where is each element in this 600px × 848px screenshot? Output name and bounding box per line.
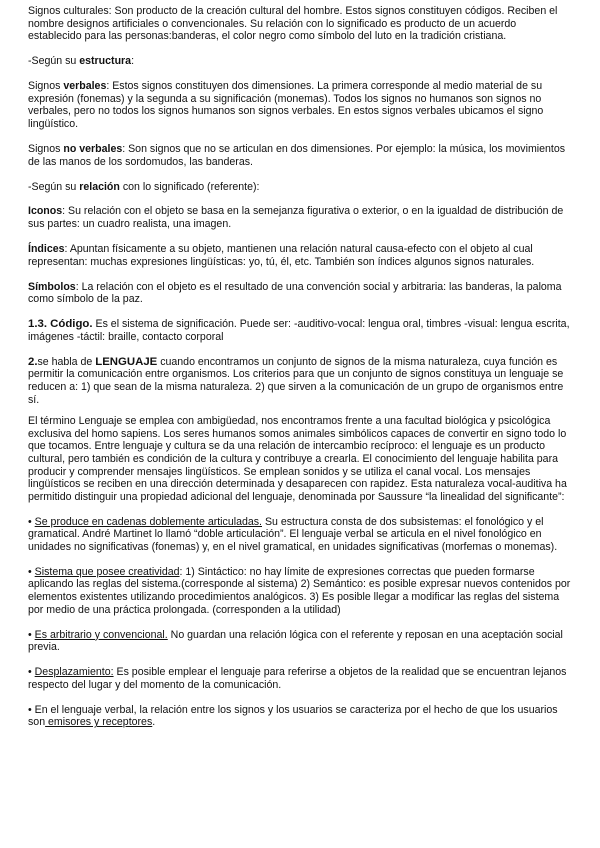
underlined-term: Sistema que posee creatividad xyxy=(34,565,180,578)
bold-simbolos: Símbolos xyxy=(28,280,76,293)
underlined-term: Es arbitrario y convencional. xyxy=(34,628,168,641)
bold-relacion: relación xyxy=(79,180,120,193)
paragraph-signos-culturales: Signos culturales: Son producto de la creación cultural del hombre. Estos signos constituyen códigos. Reciben el nombre designos artificiales o convencionales. Su relación con lo significado es producto de un acuerdo establecido para las personas:banderas, el color negro como símbolo del luto en la tradición cristiana. xyxy=(28,5,558,43)
paragraph-termino-lenguaje: El término Lenguaje se emplea con ambigüedad, nos encontramos frente a una facultad biológica y psicológica exclusiva del homo sapiens. Los seres humanos somos animales simbólicos capaces de convertir en signo todo lo que tocamos. Entre lenguaje y cultura se da una relación de intercambio recíproco: el lenguaje es un producto cultural, pero también es condición de la cultura y contribuye a crearla. El conocimiento del lenguaje habilita para producir y comprender mensajes lingüísticos. Se emplean sonidos y se utiliza el canal vocal. Los mensajes lingüísticos se reciben en una dirección determinada y desaparecen con rapidez. Esta naturaleza vocal-auditiva ha permitido distinguir una propiedad adicional del lenguaje, denominada por Saussure “la linealidad del significante”: xyxy=(28,415,567,503)
paragraph-simbolos: Símbolos: La relación con el objeto es el resultado de una convención social y arbitraria: las banderas, la paloma como símbolo de la paz. xyxy=(28,280,562,306)
paragraph-lenguaje: 2.se habla de LENGUAJE cuando encontramos un conjunto de signos de la misma naturaleza, cuya función es permitir la comunicación entre organismos. Los criterios para que un conjunto de signos constituya un lenguaje se reducen a: 1) que sean de la misma naturaleza. 2) que sirven a la comunicación de un grupo de organismos entre sí. xyxy=(28,355,564,406)
bold-section-number: 2. xyxy=(28,355,38,368)
bullet-doble-articulacion: • Se produce en cadenas doblemente articuladas. Su estructura consta de dos subsistemas: el fonológico y el gramatical. André Martinet lo llamó “doble articulación”. El lenguaje verbal se articula en el nivel fonológico en unidades no significativas (fonemas) y, en el nivel gramatical, en unidades significativas (morfemas o monemas). xyxy=(28,515,558,553)
paragraph-iconos: Iconos: Su relación con el objeto se basa en la semejanza figurativa o exterior, o en la igualdad de distribución de sus partes: un cuadro realista, una imagen. xyxy=(28,205,564,231)
heading-segun-estructura: -Según su estructura: xyxy=(28,55,135,68)
paragraph-signos-verbales: Signos verbales: Estos signos constituyen dos dimensiones. La primera corresponde al medio material de su expresión (fonemas) y la segunda a su significación (monemas). Todos los signos no humanos son signos no verbales, pero no todos los signos humanos son signos verbales. En estos signos verbales ubicamos el signo lingüístico. xyxy=(28,80,544,130)
heading-segun-relacion: -Según su relación con lo significado (referente): xyxy=(28,180,260,193)
bullet-desplazamiento: • Desplazamiento: Es posible emplear el lenguaje para referirse a objetos de la realidad que se encuentran lejanos respecto del lugar y del momento de la comunicación. xyxy=(28,666,567,691)
bold-verbales: verbales xyxy=(63,80,107,93)
underlined-term: emisores y receptores xyxy=(45,716,153,729)
bold-iconos: Iconos xyxy=(28,205,63,218)
bold-estructura: estructura xyxy=(79,55,132,68)
bold-lenguaje: LENGUAJE xyxy=(95,355,158,368)
bold-indices: Índices xyxy=(28,243,65,256)
paragraph-indices: Índices: Apuntan físicamente a su objeto, mantienen una relación natural causa-efecto con el objeto al cual representan: muchas expresiones lingüísticas: yo, tú, él, etc. También son índices algunos signos naturales. xyxy=(28,243,535,268)
bullet-emisores-receptores: • En el lenguaje verbal, la relación entre los signos y los usuarios se caracteriza por el hecho de que los usuarios son emisores y receptores. xyxy=(28,703,558,729)
paragraph-codigo: 1.3. Código. Es el sistema de significación. Puede ser: -auditivo-vocal: lengua oral, timbres -visual: lengua escrita, imágenes -táctil: braille, contacto corporal xyxy=(28,318,570,343)
paragraph-signos-no-verbales: Signos no verbales: Son signos que no se articulan en dos dimensiones. Por ejemplo: la música, los movimientos de las manos de los sordomudos, las banderas. xyxy=(28,142,566,168)
bold-no-verbales: no verbales xyxy=(63,142,123,155)
bold-codigo: 1.3. Código. xyxy=(28,318,93,331)
bullet-creatividad: • Sistema que posee creatividad: 1) Sintáctico: no hay límite de expresiones correctas que pueden formarse aplicando las reglas del sistema.(corresponde al sistema) 2) Semántico: es posible expresar nuevos contenidos por elementos existentes utilizando procedimientos analógicos. 3) Es posible llegar a modificar las reglas del sistema por medio de una práctica prolongada. (corresponden a la utilidad) xyxy=(28,565,571,616)
underlined-term: Se produce en cadenas doblemente articuladas. xyxy=(34,515,262,528)
bullet-arbitrario: • Es arbitrario y convencional. No guardan una relación lógica con el referente y reposan en una aceptación social previa. xyxy=(28,628,563,654)
underlined-term: Desplazamiento: xyxy=(34,666,114,679)
